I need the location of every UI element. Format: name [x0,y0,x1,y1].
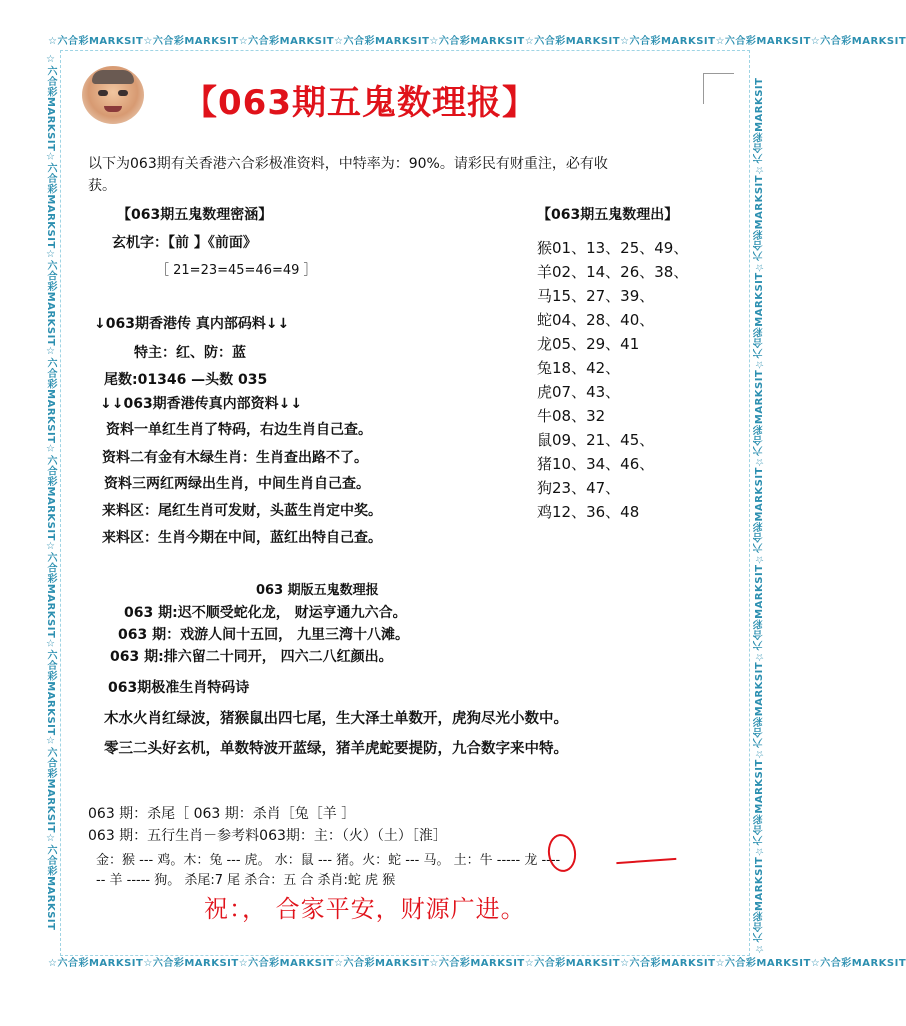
border-right-text: ☆六合彩MARKSIT☆六合彩MARKSIT☆六合彩MARKSIT☆六合彩MARKSIT☆六合彩MARKSIT☆六合彩MARKSIT☆六合彩MARKSIT☆六合彩MARKSIT☆六合彩MARKSIT [754,77,765,954]
weishu-text: 尾数:01346 —头数 035 [104,372,268,388]
lailiao-2: 来料区：生肖今期在中间，蓝红出特自己查。 [102,530,382,546]
zodiac-row: 龙05、29、41 [537,335,640,353]
zodiac-row: 猪10、34、46、 [537,455,655,473]
zodiac-row: 狗23、47、 [537,479,621,497]
left-heading: 【063期五鬼数理密涵】 [117,207,273,223]
intro-line-2: 获。 [88,178,116,194]
riddle-line-1: 063 期:迟不顺受蛇化龙， 财运亨通九六合。 [124,605,407,621]
blessing-text: 祝：， 合家平安，财源广进。 [204,895,526,923]
ziliao-3: 资料三两红两绿出生肖，中间生肖自己查。 [104,476,370,492]
intro-line-1: 以下为063期有关香港六合彩极准资料，中特率为：90%。请彩民有财重注，必有收 [88,156,608,172]
zodiac-row: 鼠09、21、45、 [537,431,655,449]
zodiac-row: 虎07、43、 [537,383,621,401]
riddle-line-2: 063 期：戏游人间十五回， 九里三湾十八滩。 [118,627,409,643]
insider-heading: ↓063期香港传 真内部码料↓↓ [94,316,290,332]
zodiac-row: 牛08、32 [537,407,606,425]
middle-heading: 063 期版五鬼数理报 [256,583,379,598]
corner-mark [703,73,734,104]
zodiac-row: 兔18、42、 [537,359,621,377]
codes-text: ［ 21=23=45=46=49 ］ [156,263,317,278]
portrait-avatar [82,66,144,124]
border-bottom-text: ☆六合彩MARKSIT☆六合彩MARKSIT☆六合彩MARKSIT☆六合彩MARKSIT☆六合彩MARKSIT☆六合彩MARKSIT☆六合彩MARKSIT☆六合彩MARKSIT☆六合彩MARKSIT [48,958,906,969]
five-elements-line: 金：猴 --- 鸡。木：兔 --- 虎。 水：鼠 --- 猪。火：蛇 --- 马。 土：牛 ----- 龙 ---- [96,853,561,868]
border-left-text: ☆六合彩MARKSIT☆六合彩MARKSIT☆六合彩MARKSIT☆六合彩MARKSIT☆六合彩MARKSIT☆六合彩MARKSIT☆六合彩MARKSIT☆六合彩MARKSIT☆六合彩MARKSIT [45,54,56,931]
zodiac-row: 鸡12、36、48 [537,503,640,521]
ziliao-1: 资料一单红生肖了特码，右边生肖自己查。 [106,422,372,438]
right-heading: 【063期五鬼数理出】 [537,207,679,223]
kill-line-1: 063 期：杀尾［ 063 期：杀肖［兔［羊 ］ [88,806,356,822]
poem-line-2: 零三二头好玄机，单数特波开蓝绿，猪羊虎蛇要提防，九合数字来中特。 [104,741,568,757]
lailiao-1: 来料区：尾红生肖可发财，头蓝生肖定中奖。 [102,503,382,519]
tezhu-text: 特主：红、防：蓝 [134,345,246,361]
poem-line-1: 木水火肖红绿波，猪猴鼠出四七尾，生大泽土单数开，虎狗尽光小数中。 [104,711,568,727]
insider-heading-2: ↓↓063期香港传真内部资料↓↓ [100,396,303,412]
kill-line-2: 063 期：五行生肖－参考料063期：主：（火）（土）［淮］ [88,828,447,844]
zodiac-row: 马15、27、39、 [537,287,655,305]
zodiac-row: 羊02、14、26、38、 [537,263,689,281]
kill-summary-line: -- 羊 ----- 狗。 杀尾:7 尾 杀合：五 合 杀肖:蛇 虎 猴 [96,873,396,888]
border-top-text: ☆六合彩MARKSIT☆六合彩MARKSIT☆六合彩MARKSIT☆六合彩MARKSIT☆六合彩MARKSIT☆六合彩MARKSIT☆六合彩MARKSIT☆六合彩MARKSIT☆六合彩MARKSIT [48,36,906,47]
riddle-line-3: 063 期:排六留二十同开， 四六二八红颜出。 [110,649,393,665]
page-title: 【063期五鬼数理报】 [183,83,537,123]
zodiac-row: 蛇04、28、40、 [537,311,655,329]
ziliao-2: 资料二有金有木绿生肖：生肖查出路不了。 [102,450,368,466]
poem-heading: 063期极准生肖特码诗 [108,680,250,696]
xuanji-text: 玄机字：【前 】《前面》 [112,235,257,251]
zodiac-row: 猴01、13、25、49、 [537,239,689,257]
